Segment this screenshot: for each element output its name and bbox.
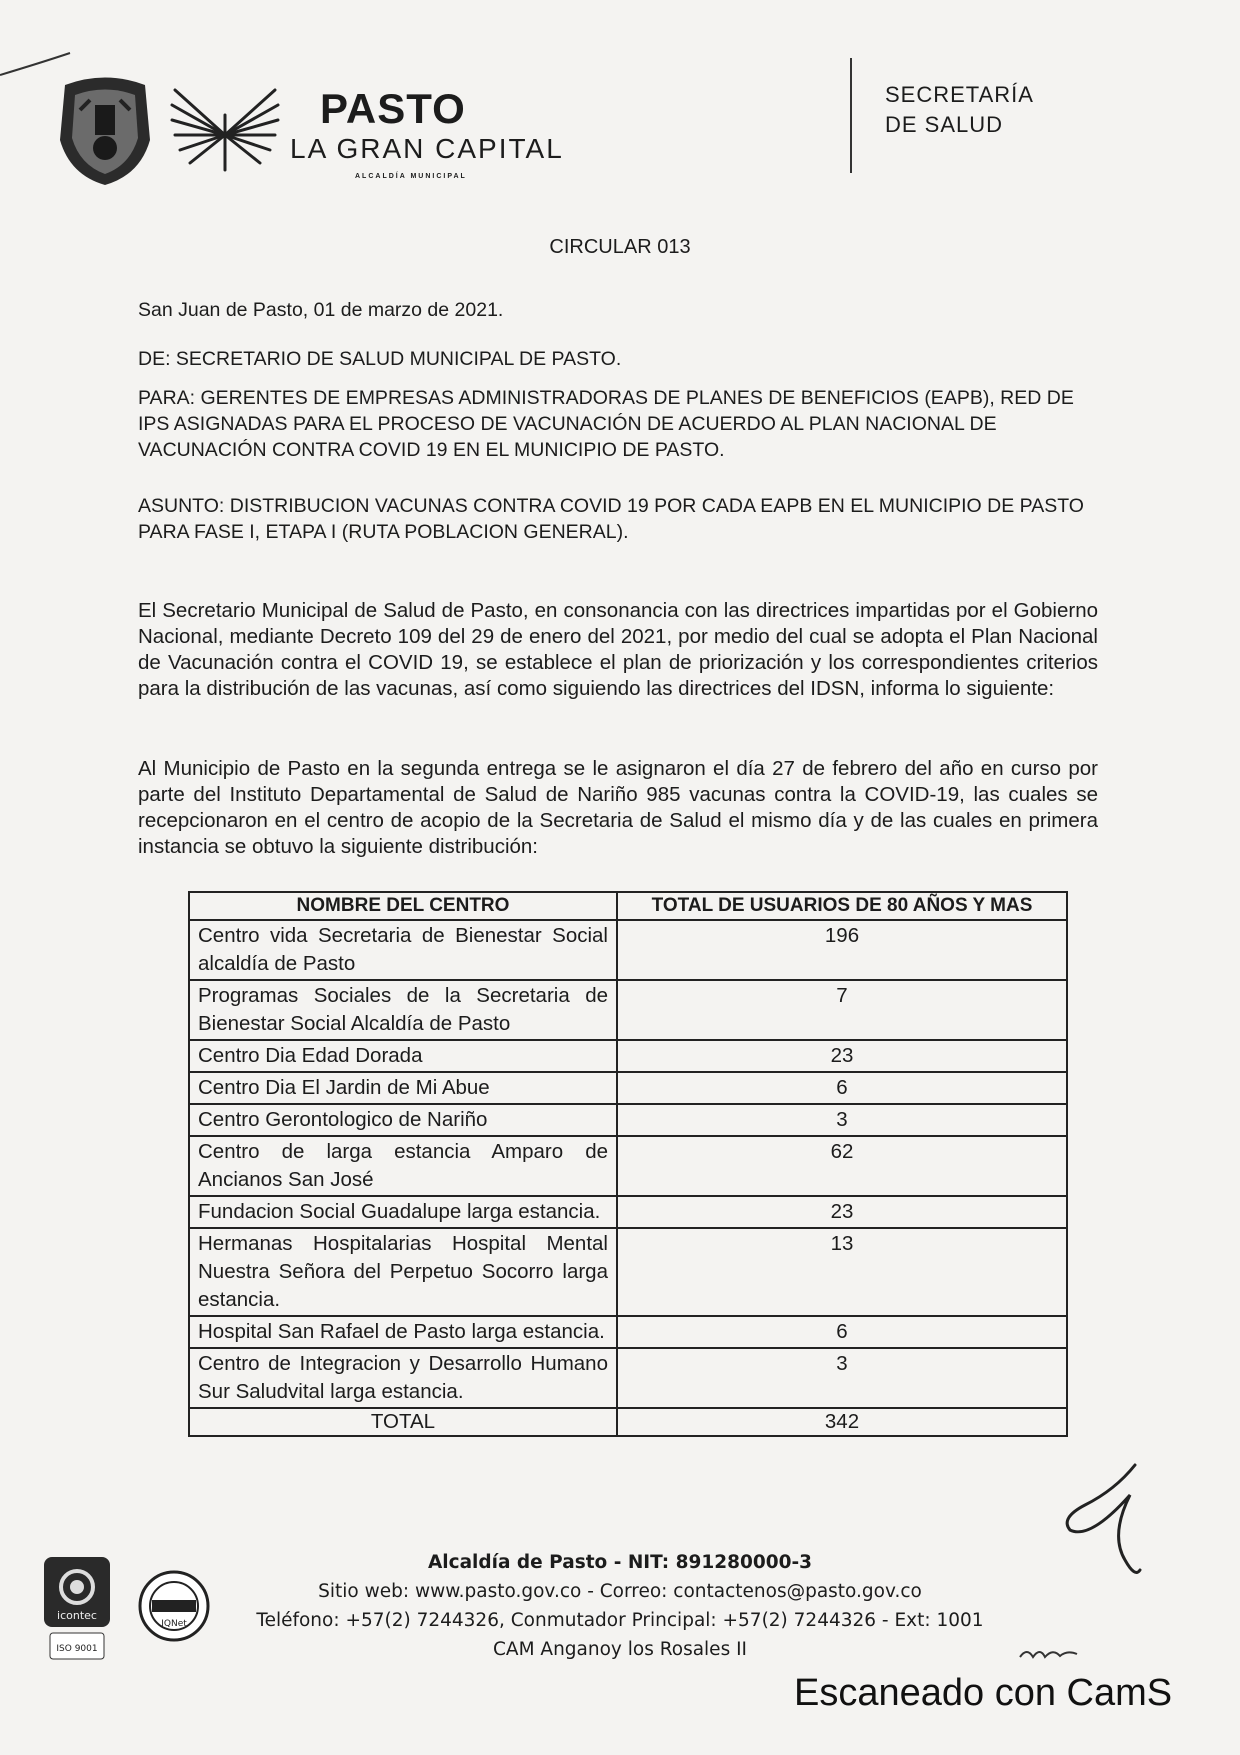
- coat-of-arms-icon: [50, 70, 160, 190]
- table-row: [189, 1196, 1067, 1228]
- center-name-cell: Hospital San Rafael de Pasto larga estancia.: [189, 1316, 617, 1348]
- department-line-2: DE SALUD: [885, 112, 1004, 137]
- icontec-code: ISO 9001: [56, 1644, 98, 1654]
- paragraph-allocation: Al Municipio de Pasto en la segunda entrega se le asignaron el día 27 de febrero del año en curso por parte del Instituto Departamental de Salud de Nariño 985 vacunas contra la COVID-19, las cuales se recepcionaron en el centro de acopio de la Secretaria de Salud el mismo día y de las cuales en primera instancia se obtuvo la siguiente distribución:: [138, 757, 1098, 858]
- table-row: [189, 1104, 1067, 1136]
- table-header-row: [189, 892, 1067, 920]
- from-line: DE: SECRETARIO DE SALUD MUNICIPAL DE PASTO.: [138, 348, 622, 370]
- center-name-cell: Centro de Integracion y Desarrollo Humano Sur Saludvital larga estancia.: [189, 1348, 617, 1408]
- center-total-cell: 7: [617, 980, 1067, 1040]
- center-name-cell: Fundacion Social Guadalupe larga estancia.: [189, 1196, 617, 1228]
- footer-line-phone: Teléfono: +57(2) 7244326, Conmutador Principal: +57(2) 7244326 - Ext: 1001: [256, 1610, 984, 1631]
- brand-small-caption: ALCALDÍA MUNICIPAL: [355, 173, 467, 180]
- footer-contact: [0, 1548, 1240, 1664]
- center-name-cell: Centro Dia Edad Dorada: [189, 1040, 617, 1072]
- footer-line-address: CAM Anganoy los Rosales II: [493, 1639, 747, 1660]
- total-label: TOTAL: [189, 1408, 617, 1436]
- table-row: [189, 1228, 1067, 1316]
- brand-subtitle: LA GRAN CAPITAL: [290, 133, 564, 164]
- table-row: [189, 1040, 1067, 1072]
- letterhead: [40, 40, 1200, 200]
- table-row: [189, 1316, 1067, 1348]
- center-name-cell: Hermanas Hospitalarias Hospital Mental Nuestra Señora del Perpetuo Socorro larga estancia.: [189, 1228, 617, 1316]
- column-header-total: TOTAL DE USUARIOS DE 80 AÑOS Y MAS: [617, 892, 1067, 920]
- header-divider: [850, 58, 852, 173]
- center-total-cell: 3: [617, 1104, 1067, 1136]
- footer-line-nit: Alcaldía de Pasto - NIT: 891280000-3: [427, 1552, 813, 1573]
- date-line: San Juan de Pasto, 01 de marzo de 2021.: [138, 299, 504, 321]
- total-value: 342: [617, 1408, 1067, 1436]
- center-name-cell: Programas Sociales de la Secretaria de Bienestar Social Alcaldía de Pasto: [189, 980, 617, 1040]
- center-total-cell: 3: [617, 1348, 1067, 1408]
- center-total-cell: 23: [617, 1196, 1067, 1228]
- column-header-name: NOMBRE DEL CENTRO: [189, 892, 617, 920]
- center-total-cell: 196: [617, 920, 1067, 980]
- footer-line-web: Sitio web: www.pasto.gov.co - Correo: contactenos@pasto.gov.co: [318, 1581, 922, 1602]
- table-row: [189, 980, 1067, 1040]
- department-name: [885, 80, 1145, 140]
- distribution-table: [188, 891, 1068, 1437]
- paragraph-intro: El Secretario Municipal de Salud de Pasto, en consonancia con las directrices impartidas por el Gobierno Nacional, mediante Decreto 109 del 29 de enero del 2021, por medio del cual se adopta el Plan Nacional de Vacunación contra el COVID 19, se establece el plan de priorización y los correspondientes criterios para la distribución de las vacunas, así como siguiendo las directrices del IDSN, informa lo siguiente:: [138, 599, 1098, 700]
- center-name-cell: Centro Gerontologico de Nariño: [189, 1104, 617, 1136]
- center-total-cell: 23: [617, 1040, 1067, 1072]
- center-name-cell: Centro Dia El Jardin de Mi Abue: [189, 1072, 617, 1104]
- circular-number: CIRCULAR 013: [549, 236, 691, 258]
- department-line-1: SECRETARÍA: [885, 82, 1034, 107]
- center-name-cell: Centro de larga estancia Amparo de Ancianos San José: [189, 1136, 617, 1196]
- pasto-wings-logo-icon: [170, 75, 280, 175]
- iqnet-label: IQNet: [161, 1619, 187, 1629]
- center-total-cell: 6: [617, 1316, 1067, 1348]
- table-row: [189, 920, 1067, 980]
- brand-title: PASTO: [320, 85, 466, 132]
- subject-line: ASUNTO: DISTRIBUCION VACUNAS CONTRA COVID 19 POR CADA EAPB EN EL MUNICIPIO DE PASTO PARA FASE I, ETAPA I (RUTA POBLACION GENERAL).: [138, 495, 1084, 543]
- pasto-brand: [170, 75, 600, 185]
- table-row: [189, 1072, 1067, 1104]
- table-row: [189, 1136, 1067, 1196]
- center-name-cell: Centro vida Secretaria de Bienestar Social alcaldía de Pasto: [189, 920, 617, 980]
- center-total-cell: 13: [617, 1228, 1067, 1316]
- to-line: PARA: GERENTES DE EMPRESAS ADMINISTRADORAS DE PLANES DE BENEFICIOS (EAPB), RED DE IPS ASIGNADAS PARA EL PROCESO DE VACUNACIÓN DE ACUERDO AL PLAN NACIONAL DE VACUNACIÓN CONTRA COVID 19 EN EL MUNICIPIO DE PASTO.: [138, 387, 1074, 461]
- scanner-watermark: Escaneado con CamS: [794, 1672, 1173, 1714]
- center-total-cell: 6: [617, 1072, 1067, 1104]
- table-row: [189, 1348, 1067, 1408]
- center-total-cell: 62: [617, 1136, 1067, 1196]
- table-body: [189, 920, 1067, 1408]
- icontec-label: icontec: [57, 1609, 97, 1622]
- table-total-row: [189, 1408, 1067, 1436]
